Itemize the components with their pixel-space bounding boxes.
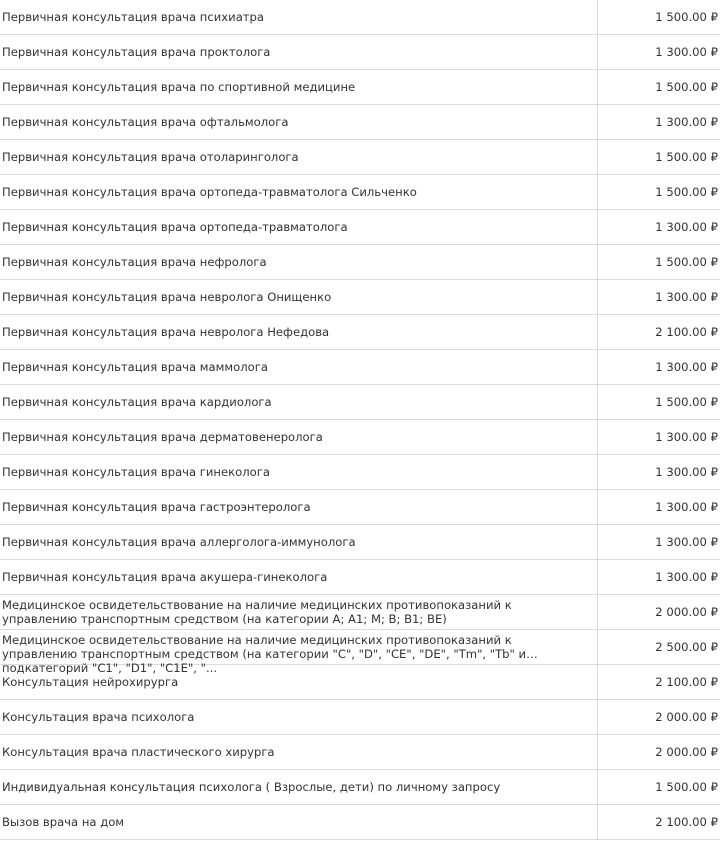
table-row [0,630,720,665]
service-price: 2 100.00 ₽ [655,815,718,829]
service-name: Первичная консультация врача ортопеда-травматолога Сильченко [2,185,417,199]
service-price: 1 300.00 ₽ [655,570,718,584]
service-price: 1 500.00 ₽ [655,10,718,24]
service-name: Первичная консультация врача нефролога [2,255,267,269]
table-row [0,770,720,805]
table-row [0,175,720,210]
service-name: Первичная консультация врача офтальмолога [2,115,289,129]
table-row [0,455,720,490]
table-row [0,385,720,420]
service-name: Консультация нейрохирурга [2,675,179,689]
service-price: 1 500.00 ₽ [655,80,718,94]
service-name: Первичная консультация врача кардиолога [2,395,272,409]
service-name-cell [0,595,597,630]
service-price: 1 500.00 ₽ [655,150,718,164]
service-price: 1 300.00 ₽ [655,465,718,479]
service-name-cell [0,420,597,455]
service-price: 2 000.00 ₽ [655,605,718,619]
service-name-cell [0,210,597,245]
service-name: Первичная консультация врача по спортивной медицине [2,80,356,94]
service-name-cell [0,490,597,525]
service-name-cell [0,455,597,490]
service-name-cell [0,700,597,735]
table-row [0,35,720,70]
service-name: Консультация врача психолога [2,710,195,724]
service-name-cell [0,805,597,840]
table-row [0,420,720,455]
service-price: 1 300.00 ₽ [655,500,718,514]
table-row [0,245,720,280]
service-price: 2 000.00 ₽ [655,710,718,724]
table-row [0,805,720,840]
service-name: Первичная консультация врача акушера-гинеколога [2,570,328,584]
table-row [0,315,720,350]
table-row [0,105,720,140]
table-row [0,490,720,525]
service-name: Консультация врача пластического хирурга [2,745,275,759]
service-name: Первичная консультация врача дерматовенеролога [2,430,323,444]
service-price: 2 100.00 ₽ [655,675,718,689]
service-name-cell [0,70,597,105]
service-name: Первичная консультация врача психиатра [2,10,265,24]
service-name: Первичная консультация врача гинеколога [2,465,270,479]
service-price: 2 100.00 ₽ [655,325,718,339]
service-price: 1 500.00 ₽ [655,395,718,409]
service-name: Первичная консультация врача отоларинголога [2,150,299,164]
table-row [0,210,720,245]
service-name: Первичная консультация врача проктолога [2,45,271,59]
service-name: Вызов врача на дом [2,815,125,829]
service-name: Первичная консультация врача аллерголога-иммунолога [2,535,356,549]
service-name: Первичная консультация врача маммолога [2,360,268,374]
service-price: 1 300.00 ₽ [655,115,718,129]
table-row [0,350,720,385]
table-row [0,525,720,560]
table-row [0,70,720,105]
table-row [0,700,720,735]
service-name-cell [0,140,597,175]
service-price: 1 300.00 ₽ [655,430,718,444]
service-name: Первичная консультация врача гастроэнтеролога [2,500,311,514]
service-price: 2 500.00 ₽ [655,640,718,654]
service-price: 1 300.00 ₽ [655,360,718,374]
service-price: 1 500.00 ₽ [655,185,718,199]
service-name: Медицинское освидетельствование на наличие медицинских противопоказаний к управлению транспортным средством (на категории А; А1; М; В; В1; ВЕ) [2,598,512,626]
service-name: Первичная консультация врача невролога Нефедова [2,325,330,339]
service-name-cell [0,245,597,280]
table-row [0,560,720,595]
service-name-cell [0,0,597,35]
service-price: 1 300.00 ₽ [655,290,718,304]
service-price: 1 300.00 ₽ [655,535,718,549]
service-name-cell [0,560,597,595]
service-price: 2 000.00 ₽ [655,745,718,759]
service-name-cell [0,385,597,420]
service-name-cell [0,770,597,805]
service-name: Первичная консультация врача невролога Онищенко [2,290,332,304]
service-price: 1 300.00 ₽ [655,45,718,59]
service-name-cell [0,175,597,210]
service-name-cell [0,525,597,560]
service-price: 1 300.00 ₽ [655,220,718,234]
table-row [0,0,720,35]
service-name-cell [0,315,597,350]
service-name-cell [0,105,597,140]
service-name-cell [0,35,597,70]
table-row [0,735,720,770]
service-price: 1 500.00 ₽ [655,780,718,794]
service-name: Первичная консультация врача ортопеда-травматолога [2,220,348,234]
service-name-cell [0,630,597,675]
table-row [0,595,720,630]
table-row [0,280,720,315]
table-row [0,140,720,175]
service-price: 1 500.00 ₽ [655,255,718,269]
service-name-cell [0,735,597,770]
service-name: Индивидуальная консультация психолога ( Взрослые, дети) по личному запросу [2,780,501,794]
service-name-cell [0,280,597,315]
service-name-cell [0,350,597,385]
service-name: Медицинское освидетельствование на наличие медицинских противопоказаний к управлению транспортным средством (на категории "C", "D", "CE", "DE", "Tm", "Tb" и подкатегорий "C1", "D1", "C1E", "... [2,633,527,675]
